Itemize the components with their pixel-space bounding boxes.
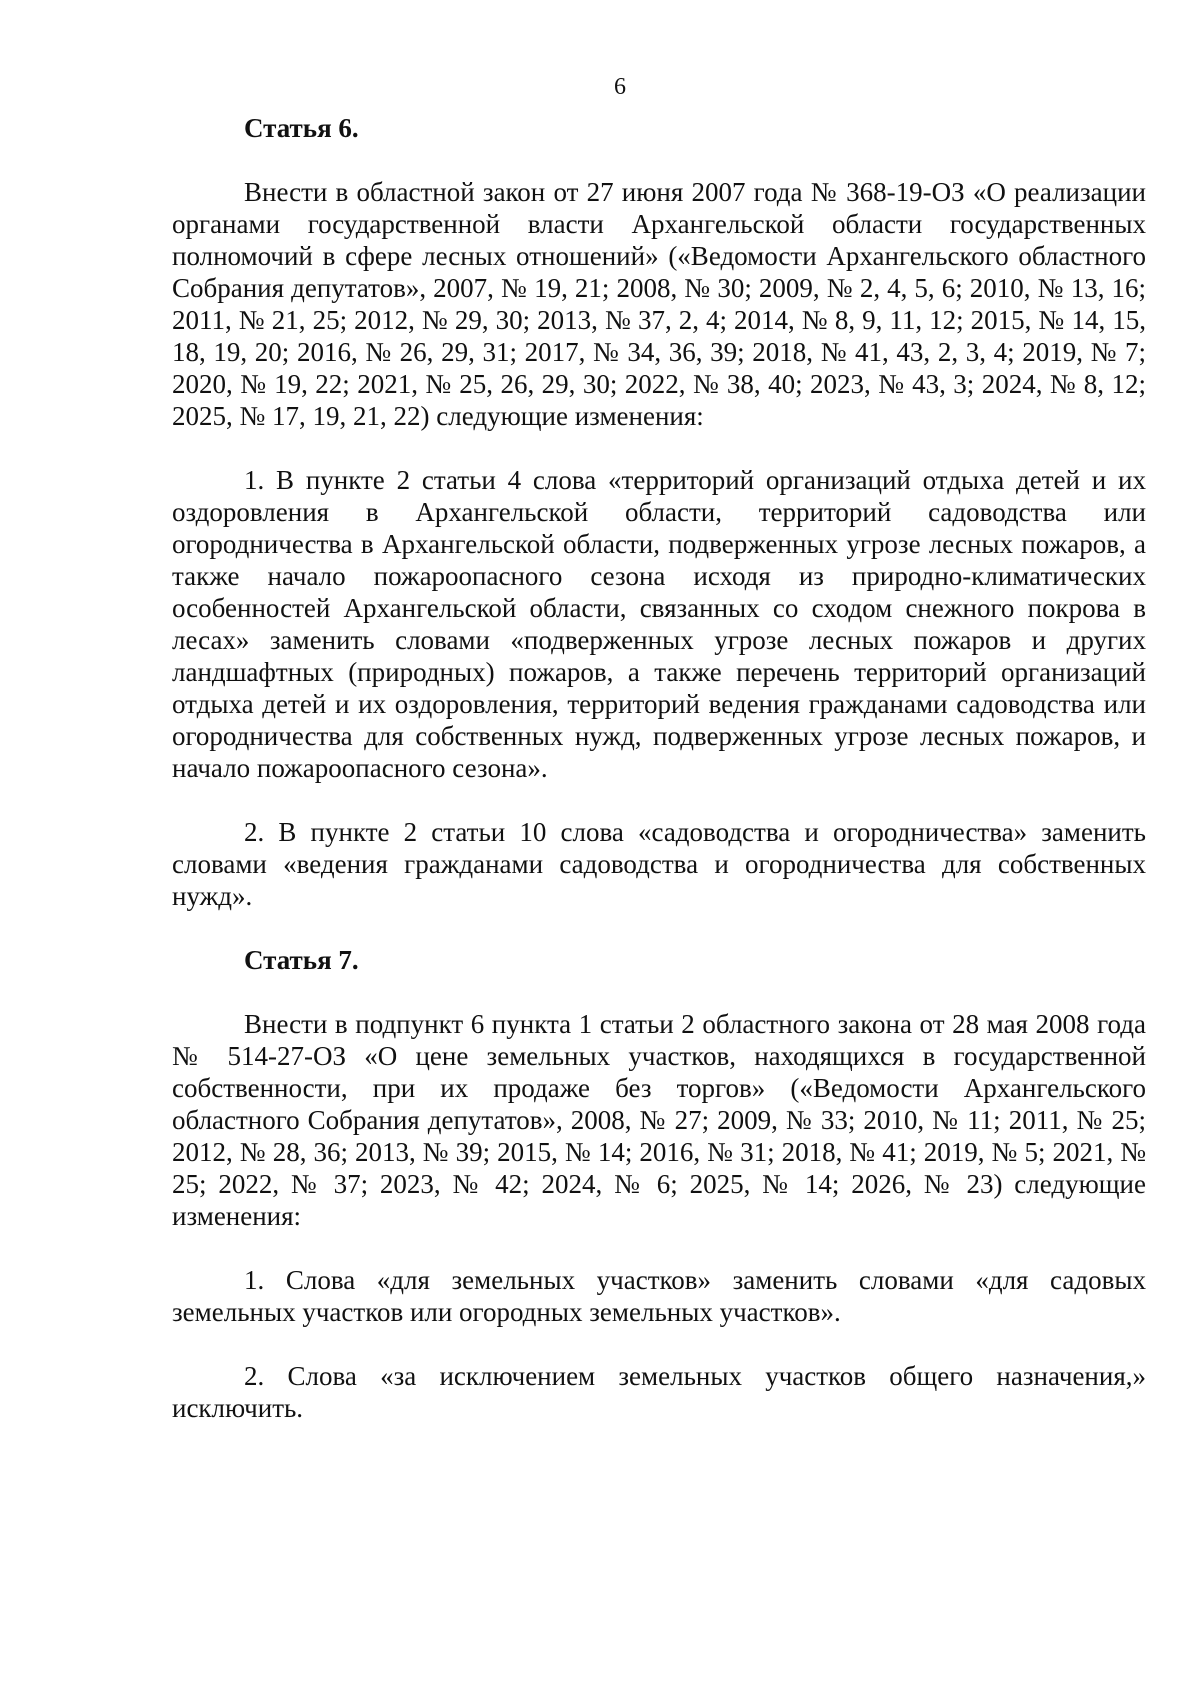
spacer (172, 144, 1146, 176)
article-6-intro: Внести в областной закон от 27 июня 2007 года № 368-19-ОЗ «О реализации органами государственной власти Архангельской области государственных полномочий в сфере лесных отношений» («Ведомости Архангельского областного Собрания депутатов», 2007, № 19, 21; 2008, № 30; 2009, № 2, 4, 5, 6; 2010, № 13, 16; 2011, № 21, 25; 2012, № 29, 30; 2013, № 37, 2, 4; 2014, № 8, 9, 11, 12; 2015, № 14, 15, 18, 19, 20; 2016, № 26, 29, 31; 2017, № 34, 36, 39; 2018, № 41, 43, 2, 3, 4; 2019, № 7; 2020, № 19, 22; 2021, № 25, 26, 29, 30; 2022, № 38, 40; 2023, № 43, 3; 2024, № 8, 12; 2025, № 17, 19, 21, 22) следующие изменения: (172, 177, 1146, 431)
spacer (172, 1232, 1146, 1264)
spacer (172, 432, 1146, 464)
spacer (172, 912, 1146, 944)
spacer (172, 784, 1146, 816)
article-6-item-1: 1. В пункте 2 статьи 4 слова «территорий организаций отдыха детей и их оздоровления в Архангельской области, территорий садоводства или огородничества в Архангельской области, подверженных угрозе лесных пожаров, а также начало пожароопасного сезона исходя из природно-климатических особенностей Архангельской области, связанных со сходом снежного покрова в лесах» заменить словами «подверженных угрозе лесных пожаров и других ландшафтных (природных) пожаров, а также перечень территорий организаций отдыха детей и их оздоровления, территорий ведения гражданами садоводства или огородничества для собственных нужд, подверженных угрозе лесных пожаров, и начало пожароопасного сезона». (172, 465, 1146, 783)
spacer (172, 1328, 1146, 1360)
article-6-heading: Статья 6. (244, 113, 359, 143)
article-7-heading: Статья 7. (244, 945, 359, 975)
article-6-item-2: 2. В пункте 2 статьи 10 слова «садоводства и огородничества» заменить словами «ведения гражданами садоводства и огородничества для собственных нужд». (172, 817, 1146, 911)
document-body (172, 112, 1146, 1424)
page-number: 6 (614, 74, 626, 100)
article-7-item-1: 1. Слова «для земельных участков» заменить словами «для садовых земельных участков или огородных земельных участков». (172, 1265, 1146, 1327)
spacer (172, 976, 1146, 1008)
article-7-item-2: 2. Слова «за исключением земельных участков общего назначения,» исключить. (172, 1361, 1146, 1423)
article-7-intro: Внести в подпункт 6 пункта 1 статьи 2 областного закона от 28 мая 2008 года № 514-27-ОЗ «О цене земельных участков, находящихся в государственной собственности, при их продаже без торгов» («Ведомости Архангельского областного Собрания депутатов», 2008, № 27; 2009, № 33; 2010, № 11; 2011, № 25; 2012, № 28, 36; 2013, № 39; 2015, № 14; 2016, № 31; 2018, № 41; 2019, № 5; 2021, № 25; 2022, № 37; 2023, № 42; 2024, № 6; 2025, № 14; 2026, № 23) следующие изменения: (172, 1009, 1146, 1231)
